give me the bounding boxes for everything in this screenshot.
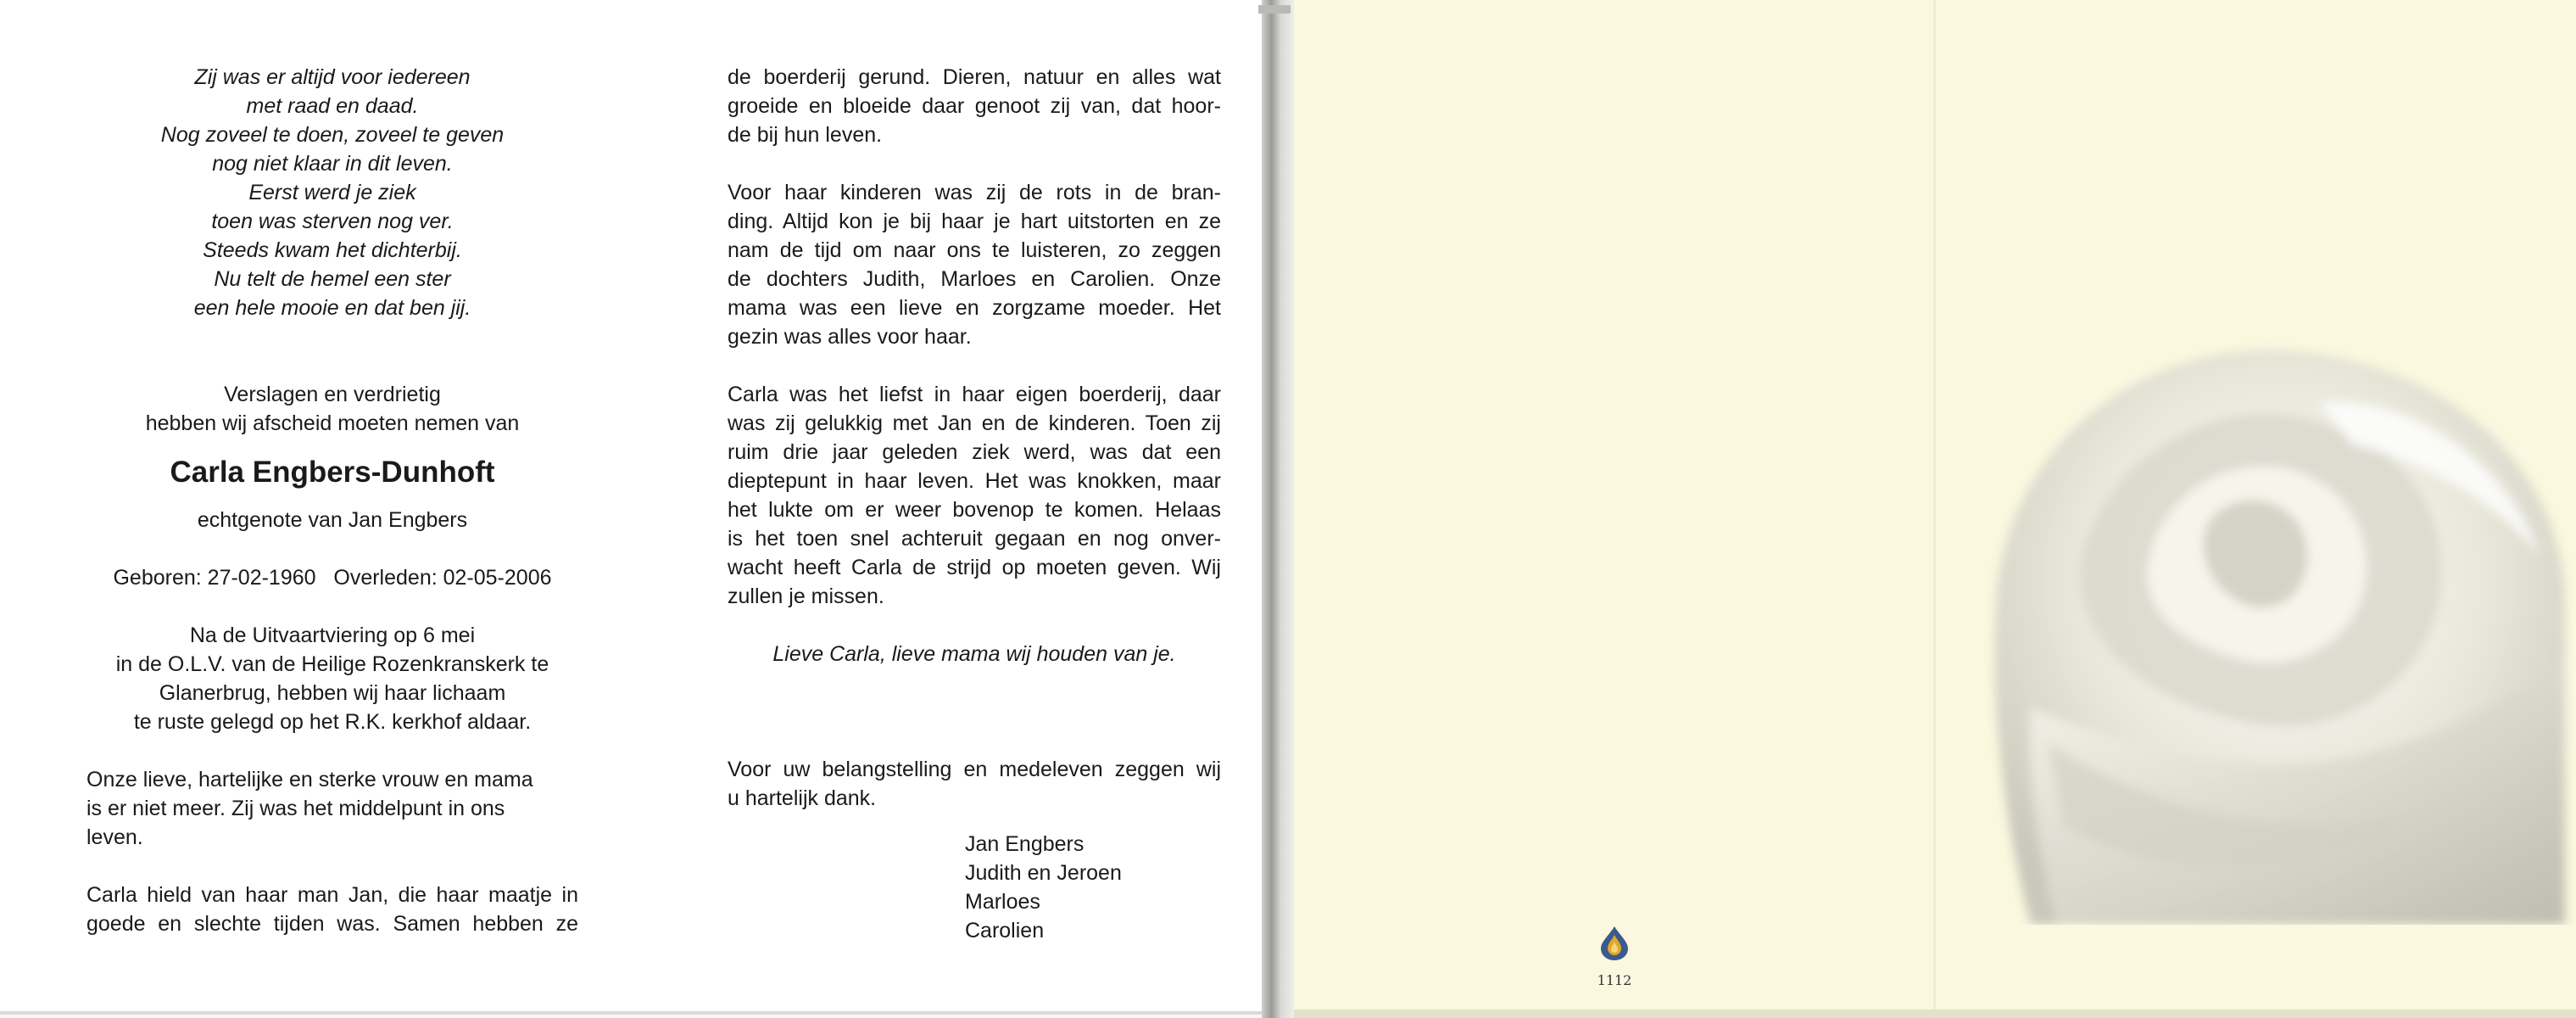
tribute-paragraph-5 <box>728 380 1221 611</box>
signer-name: Jan Engbers <box>965 832 1084 856</box>
poem-line: met raad en daad. <box>246 94 419 118</box>
paragraph-line: de boerderij gerund. Dieren, natuur en alles wat <box>728 65 1221 89</box>
tribute-paragraph-3 <box>728 63 1221 149</box>
inner-spread <box>0 0 1262 1015</box>
deceased-name: Carla Engbers-Dunhoft <box>170 456 495 489</box>
poem-line: Nog zoveel te doen, zoveel te geven <box>160 123 505 147</box>
tribute-paragraph-4 <box>728 178 1221 351</box>
paragraph-line: groeide en bloeide daar genoot zij van, dat hoor- <box>728 94 1221 118</box>
paragraph-line: mama was een lieve en zorgzame moeder. Het <box>728 296 1221 320</box>
poem <box>86 63 578 322</box>
paragraph-line: Voor haar kinderen was zij de rots in de bran- <box>728 181 1221 204</box>
paragraph-line: nam de tijd om naar ons te luisteren, zo zeggen <box>728 238 1221 262</box>
back-cover-crease <box>1933 0 1936 1018</box>
rose-image <box>1980 301 2573 925</box>
funeral-line: Na de Uitvaartviering op 6 mei <box>189 624 476 647</box>
signer-name: Carolien <box>965 919 1045 942</box>
poem-line: toen was sterven nog ver. <box>211 210 454 233</box>
funeral-line: te ruste gelegd op het R.K. kerkhof aldaar. <box>133 710 532 734</box>
poem-line: Eerst werd je ziek <box>248 181 416 204</box>
paragraph-line: goede en slechte tijden was. Samen hebben ze <box>86 912 578 936</box>
paragraph-line: wacht heeft Carla de strijd op moeten geven. Wij <box>728 556 1221 579</box>
funeral-details <box>86 621 578 736</box>
card-fold <box>1262 0 1294 1018</box>
paragraph-line: ding. Altijd kon je bij haar je hart uitstorten en ze <box>728 210 1221 233</box>
paragraph-line: het lukte om er weer bovenop te komen. Helaas <box>728 498 1221 522</box>
poem-line: een hele mooie en dat ben jij. <box>193 296 471 320</box>
paragraph-line: is er niet meer. Zij was het middelpunt in ons <box>86 797 505 820</box>
paragraph-line: zullen je missen. <box>728 585 884 608</box>
back-cover-edge <box>1294 1010 2576 1018</box>
print-number: 1112 <box>1597 972 1632 988</box>
paragraph-line: gezin was alles voor haar. <box>728 325 972 349</box>
paragraph-line: Onze lieve, hartelijke en sterke vrouw en mama <box>86 768 533 791</box>
poem-line: nog niet klaar in dit leven. <box>212 152 453 176</box>
farewell-line: Lieve Carla, lieve mama wij houden van je. <box>772 642 1176 666</box>
poem-line: Nu telt de hemel een ster <box>214 267 451 291</box>
intro-line: Verslagen en verdrietig <box>224 383 441 406</box>
paragraph-line: Voor uw belangstelling en medeleven zeggen wij <box>728 758 1221 781</box>
funeral-line: Glanerbrug, hebben wij haar lichaam <box>159 681 506 705</box>
paragraph-line: Carla was het liefst in haar eigen boerderij, daar <box>728 383 1221 406</box>
paragraph-line: ruim drie jaar geleden ziek werd, was dat een <box>728 440 1221 464</box>
intro-line: hebben wij afscheid moeten nemen van <box>145 411 520 435</box>
signer-name: Judith en Jeroen <box>965 861 1122 885</box>
paragraph-line: is het toen snel achteruit gegaan en nog onver- <box>728 527 1221 551</box>
announcement-intro <box>86 380 578 438</box>
poem-line: Zij was er altijd voor iedereen <box>194 65 471 89</box>
paragraph-line: u hartelijk dank. <box>728 786 877 810</box>
paragraph-line: de dochters Judith, Marloes en Carolien. Onze <box>728 267 1221 291</box>
tribute-paragraph-1 <box>86 765 578 852</box>
paragraph-line: Carla hield van haar man Jan, die haar maatje in <box>86 883 578 907</box>
poem-line: Steeds kwam het dichterbij. <box>203 238 462 262</box>
paragraph-line: leven. <box>86 825 143 849</box>
paragraph-line: de bij hun leven. <box>728 123 883 147</box>
tribute-paragraph-2 <box>86 881 578 938</box>
card-fold-edge <box>1258 5 1291 14</box>
signer-name: Marloes <box>965 890 1040 914</box>
thanks-paragraph <box>728 755 1221 813</box>
signers-list <box>965 830 1221 945</box>
left-page <box>86 63 578 938</box>
funeral-line: in de O.L.V. van de Heilige Rozenkranskerk te <box>115 652 549 676</box>
spouse-line: echtgenote van Jan Engbers <box>197 508 468 532</box>
flame-drop-icon <box>1597 925 1631 962</box>
paragraph-line: was zij gelukkig met Jan en de kinderen. Toen zij <box>728 411 1221 435</box>
right-page <box>728 63 1221 945</box>
life-dates: Geboren: 27-02-1960 Overleden: 02-05-2006 <box>113 566 552 590</box>
paragraph-line: dieptepunt in haar leven. Het was knokken, maar <box>728 469 1221 493</box>
